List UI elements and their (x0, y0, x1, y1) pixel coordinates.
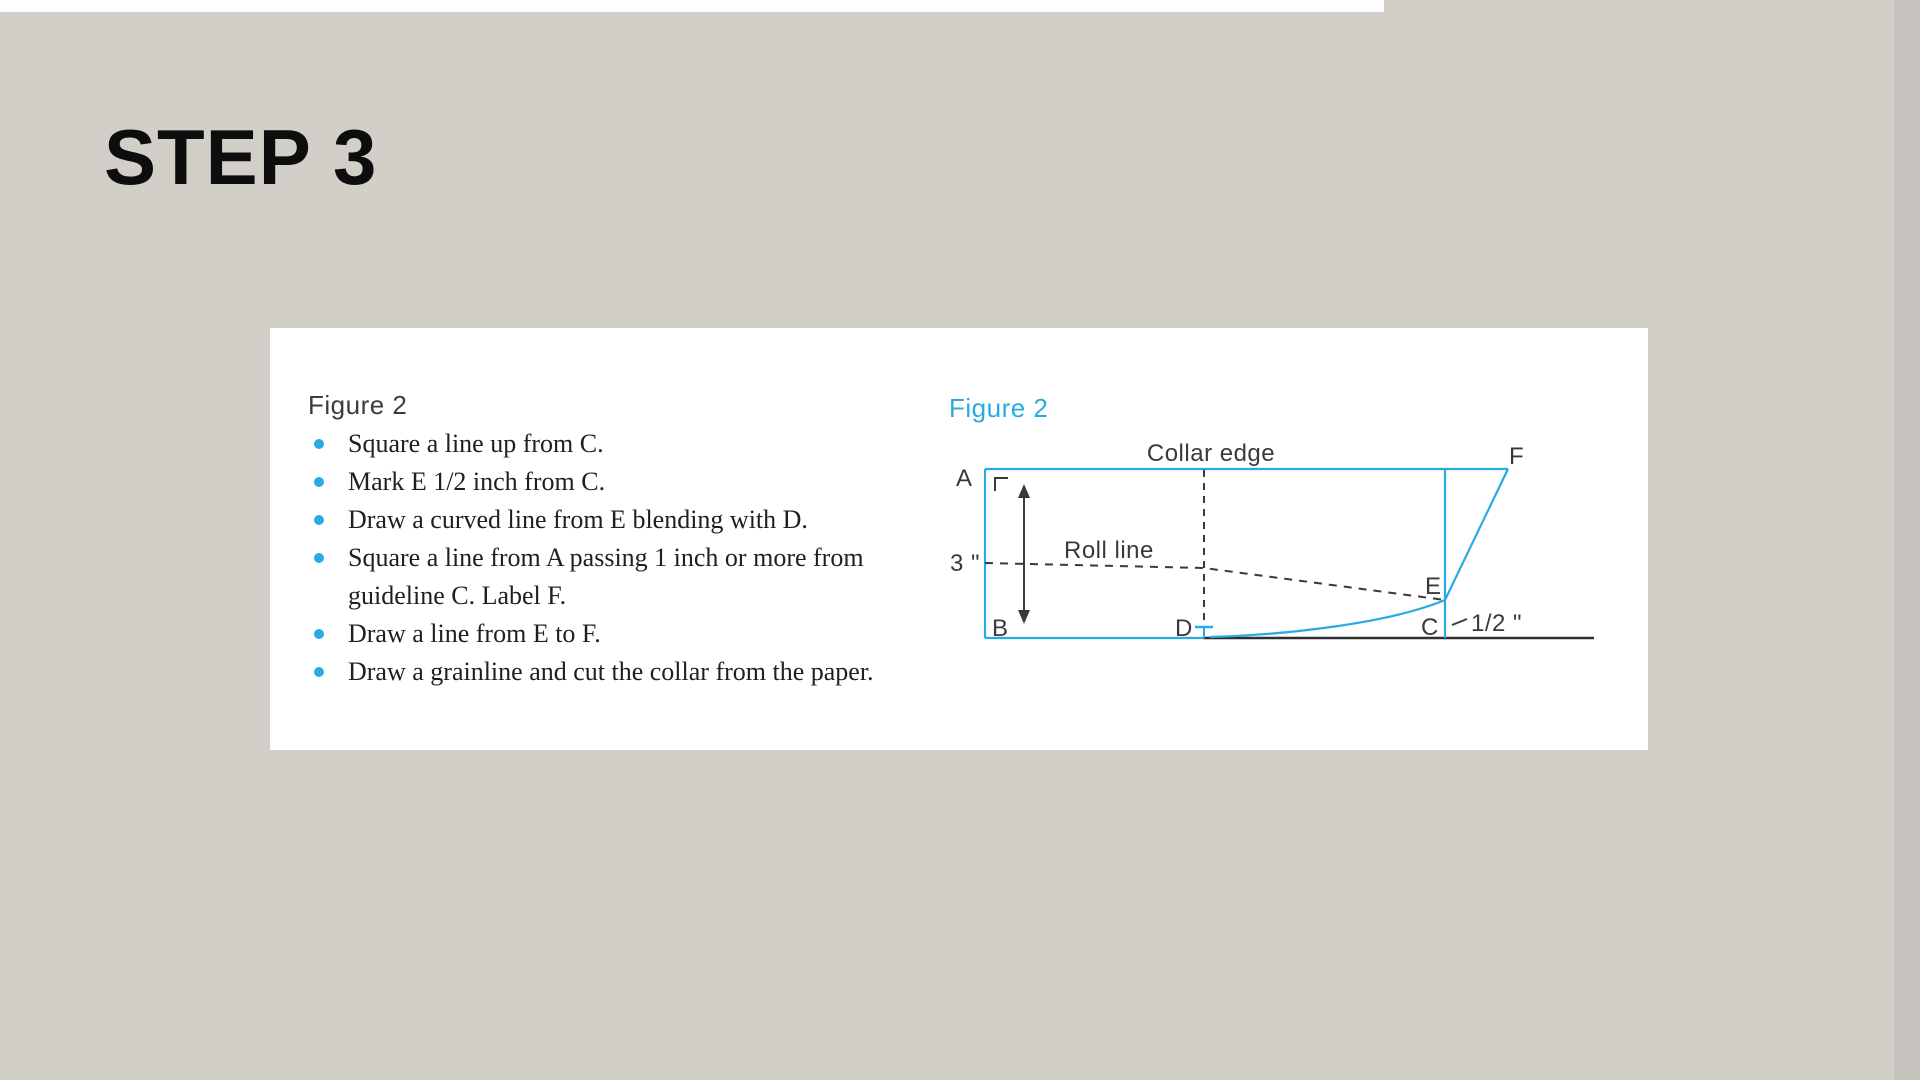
list-item-continuation (348, 580, 908, 612)
instruction-text: Draw a line from E to F. (348, 619, 601, 648)
instruction-text: Draw a curved line from E blending with D. (348, 505, 808, 534)
bullet-icon (314, 667, 324, 677)
figure-caption: Figure 2 (949, 393, 1049, 423)
instruction-text: Square a line from A passing 1 inch or more from (348, 543, 864, 572)
right-angle-mark (995, 478, 1008, 491)
collar-edge-label: Collar edge (1146, 440, 1276, 467)
line-e-to-f (1445, 469, 1508, 600)
list-item (308, 542, 908, 574)
content-card (270, 328, 1648, 750)
instruction-list (308, 428, 908, 688)
instruction-text: guideline C. Label F. (348, 581, 567, 610)
bullet-icon (314, 477, 324, 487)
arrowhead-up-icon (1018, 484, 1030, 498)
slide-title: STEP 3 (104, 113, 378, 201)
bullet-icon (314, 515, 324, 525)
instructions-block (308, 390, 908, 694)
list-item (308, 618, 908, 650)
curve-d-to-e (1210, 600, 1445, 637)
point-a-label: A (956, 465, 973, 492)
instruction-text: Mark E 1/2 inch from C. (348, 467, 606, 496)
three-inch-label: 3 " (950, 550, 981, 577)
instruction-text: Square a line up from C. (348, 429, 604, 458)
roll-line-dashed (985, 563, 1445, 600)
list-item (308, 656, 908, 688)
half-inch-leader-dash (1452, 619, 1467, 625)
bullet-icon (314, 553, 324, 563)
point-c-label: C (1421, 614, 1439, 641)
list-item (308, 504, 908, 536)
instruction-text: Draw a grainline and cut the collar from the paper. (348, 657, 874, 686)
point-d-label: D (1175, 615, 1193, 642)
right-edge-strip (1894, 0, 1920, 1080)
instructions-figure-label: Figure 2 (308, 390, 408, 420)
list-item (308, 428, 908, 460)
collar-diagram (942, 428, 1662, 668)
bullet-icon (314, 439, 324, 449)
half-inch-label: 1/2 " (1471, 610, 1523, 637)
bullet-icon (314, 629, 324, 639)
list-item (308, 466, 908, 498)
roll-line-label: Roll line (1064, 537, 1154, 564)
point-b-label: B (992, 615, 1009, 642)
figure-block (942, 394, 1672, 668)
point-e-label: E (1425, 573, 1442, 600)
arrowhead-down-icon (1018, 610, 1030, 624)
top-edge-strip (0, 0, 1384, 12)
point-f-label: F (1509, 443, 1525, 470)
